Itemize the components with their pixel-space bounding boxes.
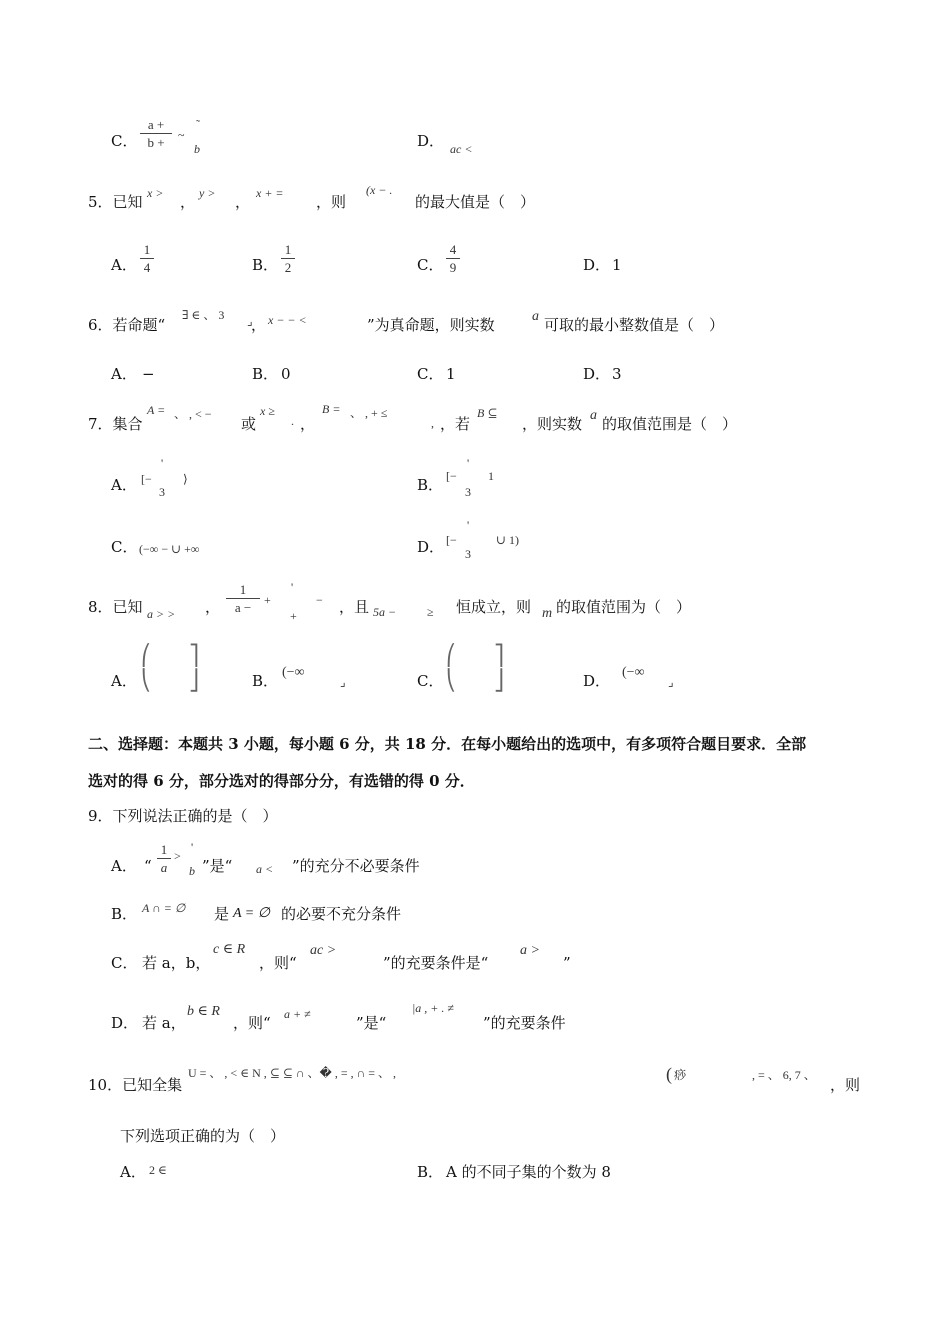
q8-option-c-right-bracket: ⎤ ⎦ xyxy=(494,645,504,692)
q5-sep-2: ， xyxy=(235,193,251,211)
q7-option-d-label: D． xyxy=(417,538,445,556)
q7-stem-end: 的取值范围是（ ） xyxy=(602,415,738,433)
q7-math-3c: , xyxy=(431,416,434,430)
q8-math-2b: ' xyxy=(291,580,294,594)
q7-option-a-den: 3 xyxy=(159,485,165,499)
q8-option-d-expr: (−∞ xyxy=(622,665,645,680)
q8-stem-end: 的取值范围为（ ） xyxy=(556,598,692,616)
q7-math-2: x ≥ xyxy=(260,404,275,418)
q5-option-b-label: B． xyxy=(252,256,279,274)
section-2-heading-line-2: 选对的得 6 分，部分选对的得部分分，有选错的得 0 分． xyxy=(88,772,475,790)
q5-math-2: y > xyxy=(199,186,216,200)
q4-option-c-rhs: b xyxy=(194,142,200,156)
q8-stem-start: 8．已知 xyxy=(88,598,143,616)
q7-var-a: a xyxy=(590,408,597,423)
q7-math-3: B = xyxy=(322,402,341,416)
q8-option-d-end: ⌟ xyxy=(668,675,674,689)
q10-math-2: , = 、 6, 7 、 xyxy=(752,1068,816,1082)
q5-option-c-fraction: 4 9 xyxy=(446,242,460,275)
q4-option-c-rel: ~ xyxy=(178,128,185,142)
q7-option-d-right: ∪ 1) xyxy=(496,533,520,547)
q4-option-c-fraction: a + b + xyxy=(140,117,172,150)
q7-option-d-top: ' xyxy=(467,518,470,532)
q8-option-d-label: D． xyxy=(583,672,611,690)
q9-option-a-rel: > xyxy=(174,849,181,863)
q8-math-2d: − xyxy=(316,593,323,607)
q8-math-3b: ≥ xyxy=(427,605,434,619)
q7-math-1: A = xyxy=(147,403,166,417)
q7-option-b-label: B． xyxy=(417,476,444,494)
q6-option-b-label: B． xyxy=(252,365,279,383)
q5-stem-end: 的最大值是（ ） xyxy=(415,193,536,211)
q6-math-2: x − − < xyxy=(268,313,307,327)
q8-option-b-expr: (−∞ xyxy=(282,665,305,680)
q9-option-c-mid: ，则“ xyxy=(259,954,297,972)
q9-option-a-top: ' xyxy=(191,840,194,854)
q9-option-d-mid: ，则“ xyxy=(233,1014,271,1032)
q5-option-a-label: A． xyxy=(111,256,137,274)
q7-option-a-label: A． xyxy=(111,476,137,494)
q9-option-c-expr-3: a > xyxy=(520,943,540,958)
q5-math-3: x + = xyxy=(256,186,284,200)
q5-option-b-fraction: 1 2 xyxy=(281,242,295,275)
q9-option-d-expr: b ∈ R xyxy=(187,1004,220,1019)
q6-stem-end: 可取的最小整数值是（ ） xyxy=(544,316,725,334)
q5-stem-start: 5．已知 xyxy=(88,193,143,211)
q9-option-b-mid: 是 xyxy=(214,905,230,923)
q7-math-1b: 、 , < − xyxy=(174,407,212,421)
q6-math-1: ∃ ∈ 、 3 xyxy=(182,308,225,322)
q8-var-m: m xyxy=(542,606,553,621)
q7-math-3b: 、 , + ≤ xyxy=(350,406,388,420)
q10-math-1: U = 、 , < ∈ N , ⊆ ⊆ ∩ 、� , = , ∩ = 、 , xyxy=(188,1066,397,1080)
q10-stem-end: ，则 xyxy=(830,1076,861,1094)
q6-option-a-label: A． xyxy=(111,365,137,383)
q7-stem-start: 7．集合 xyxy=(88,415,143,433)
q9-option-b-tail: 的必要不充分条件 xyxy=(281,905,402,923)
q7-option-a-top: ' xyxy=(161,456,164,470)
q7-option-d-den: 3 xyxy=(465,547,471,561)
q9-option-b-label: B． xyxy=(111,905,138,923)
q5-math-1: x > xyxy=(147,186,164,200)
q9-option-a-tail: ”的充分不必要条件 xyxy=(292,857,420,875)
q5-math-4: (x − . xyxy=(366,183,393,197)
q9-option-a-mid: ”是“ xyxy=(202,857,233,875)
section-2-heading-line-1: 二、选择题：本题共 3 小题，每小题 6 分，共 18 分．在每小题给出的选项中，有多项符合题目要求．全部 xyxy=(88,735,807,753)
q10-glyph: 痧 xyxy=(674,1068,687,1082)
q7-option-c-label: C． xyxy=(111,538,138,556)
q6-option-d-label: D． xyxy=(583,365,611,383)
q9-option-a-fraction: 1 a xyxy=(157,842,171,875)
q4-option-d-label: D． xyxy=(417,132,445,150)
q9-option-b-expr: A ∩ = ∅ xyxy=(142,901,186,915)
q8-option-a-left-bracket: ⎛ ⎝ xyxy=(141,645,151,692)
q8-option-c-left-bracket: ⎛ ⎝ xyxy=(446,645,456,692)
q8-option-b-end: ⌟ xyxy=(340,675,346,689)
q7-option-c-expr: (−∞ − ∪ +∞ xyxy=(139,542,200,556)
q7-option-b-top: ' xyxy=(467,456,470,470)
q9-option-d-label: D． xyxy=(111,1014,139,1032)
q7-stem-mid: ，则实数 xyxy=(522,415,583,433)
q10-paren: ( xyxy=(666,1064,672,1084)
q7-option-b-left: [− xyxy=(446,469,457,483)
q9-option-d-expr-2: a + ≠ xyxy=(284,1007,311,1021)
q9-option-c-label: C． xyxy=(111,954,138,972)
q7-math-2b: . xyxy=(291,414,294,428)
q7-option-b-right: 1 xyxy=(488,469,494,483)
q5-option-c-label: C． xyxy=(417,256,444,274)
q7-if: ，若 xyxy=(440,415,471,433)
q9-option-a-label: A． xyxy=(111,857,137,875)
q9-stem: 9．下列说法正确的是（ ） xyxy=(88,807,278,825)
q9-option-b-expr-2: A = ∅ xyxy=(233,906,270,921)
q10-option-a-expr: 2 ∈ xyxy=(149,1163,167,1177)
q5-option-a-fraction: 1 4 xyxy=(140,242,154,275)
q6-stem-mid: ”为真命题，则实数 xyxy=(367,316,495,334)
q8-stem-mid: 恒成立，则 xyxy=(456,598,532,616)
q4-option-c-label: C． xyxy=(111,132,138,150)
q9-option-a-rhs: b xyxy=(189,864,195,878)
q8-option-c-label: C． xyxy=(417,672,444,690)
q8-fraction: 1 a − xyxy=(226,582,260,615)
q6-option-d-value: 3 xyxy=(612,365,622,383)
q9-option-c-mid-2: ”的充要条件是“ xyxy=(383,954,489,972)
q8-option-b-label: B． xyxy=(252,672,279,690)
q8-comma: ， xyxy=(205,598,221,616)
q4-option-d-expr: ac < xyxy=(450,142,473,156)
q9-option-d-text: 若 a， xyxy=(142,1014,186,1032)
q8-math-2: + xyxy=(264,593,271,607)
q7-option-d-left: [− xyxy=(446,533,457,547)
q8-comma-2: ，且 xyxy=(339,598,370,616)
q10-option-b-label: B． xyxy=(417,1163,444,1181)
q8-math-1: a > > xyxy=(147,607,176,621)
q8-option-a-label: A． xyxy=(111,672,137,690)
q7-comma: ， xyxy=(300,415,316,433)
q10-option-a-label: A． xyxy=(120,1163,146,1181)
q7-option-b-den: 3 xyxy=(465,485,471,499)
q7-or: 或 xyxy=(241,415,257,433)
q9-option-a-open-quote: “ xyxy=(144,857,152,875)
q6-math-1b: ⌟ xyxy=(247,314,253,328)
q9-option-c-expr: c ∈ R xyxy=(213,942,246,957)
q8-math-2c: + xyxy=(290,609,297,623)
q6-option-c-label: C． xyxy=(417,365,444,383)
q9-option-d-mid-2: ”是“ xyxy=(356,1014,387,1032)
q10-option-b-text: A 的不同子集的个数为 8 xyxy=(446,1163,611,1181)
q4-option-c-sup: ˜ xyxy=(196,117,200,131)
q9-option-c-tail: ” xyxy=(563,954,571,972)
q6-option-a-value: − xyxy=(142,365,155,383)
q8-option-a-right-bracket: ⎤ ⎦ xyxy=(189,645,199,692)
q9-option-c-expr-2: ac > xyxy=(310,943,337,958)
q6-option-b-value: 0 xyxy=(281,365,291,383)
q10-stem-line-2: 下列选项正确的为（ ） xyxy=(120,1127,286,1145)
q6-option-c-value: 1 xyxy=(446,365,456,383)
q9-option-d-expr-3: |a , + . ≠ xyxy=(412,1001,454,1015)
q5-option-d-value: 1 xyxy=(612,256,622,274)
q5-sep-3: ，则 xyxy=(316,193,347,211)
q8-math-3: 5a − xyxy=(373,605,397,619)
q9-option-a-expr: a < xyxy=(256,862,274,876)
q9-option-c-text: 若 a，b， xyxy=(142,954,211,972)
q6-var-a: a xyxy=(532,309,539,324)
q7-math-4: B ⊆ xyxy=(477,406,498,420)
q7-option-a-right: ⟩ xyxy=(183,472,188,486)
q5-sep-1: ， xyxy=(180,193,196,211)
q9-option-d-tail: ”的充要条件 xyxy=(483,1014,566,1032)
q5-option-d-label: D． xyxy=(583,256,611,274)
q10-stem-start: 10．已知全集 xyxy=(88,1076,183,1094)
q7-option-a-left: [− xyxy=(141,472,152,486)
q6-stem-start: 6．若命题“ xyxy=(88,316,166,334)
q6-comma: ， xyxy=(251,316,267,334)
